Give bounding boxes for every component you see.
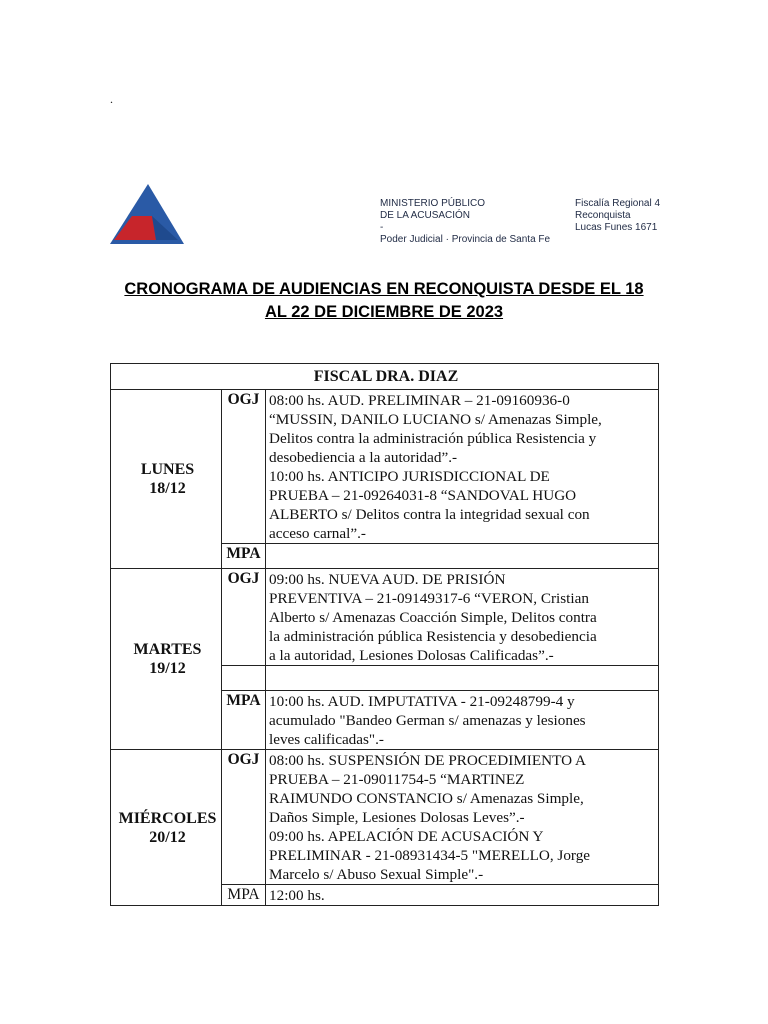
hearing-line: PRELIMINAR - 21-08931434-5 "MERELLO, Jorge — [269, 847, 591, 864]
org-cell: MPA — [222, 691, 266, 750]
hearing-details — [266, 390, 659, 544]
hearing-line: PRUEBA – 21-09264031-8 “SANDOVAL HUGO — [269, 487, 577, 504]
table-row — [111, 569, 659, 666]
hearing-details — [266, 750, 659, 885]
day-date: 20/12 — [149, 828, 186, 846]
table-row — [111, 750, 659, 885]
hearing-line: 09:00 hs. APELACIÓN DE ACUSACIÓN Y — [269, 828, 544, 845]
hearing-line: acceso carnal”.- — [269, 525, 366, 542]
org-cell: OGJ — [222, 750, 266, 885]
day-name: MIÉRCOLES — [118, 809, 217, 827]
office-line-3: Lucas Funes 1671 — [575, 222, 658, 233]
day-cell — [111, 390, 222, 569]
hearing-line: a la autoridad, Lesiones Dolosas Calificadas”.- — [269, 647, 554, 664]
office-line-2: Reconquista — [575, 210, 631, 221]
hearing-line: la administración pública Resistencia y desobediencia — [269, 628, 597, 645]
org-name — [380, 198, 485, 234]
hearing-details — [266, 544, 659, 569]
day-name: MARTES — [133, 641, 202, 658]
table-row — [111, 390, 659, 544]
day-cell — [111, 569, 222, 750]
org-line-1: MINISTERIO PÚBLICO — [380, 198, 486, 209]
day-cell — [111, 750, 222, 906]
hearing-line: acumulado "Bandeo German s/ amenazas y lesiones — [269, 712, 586, 729]
hearing-line: ALBERTO s/ Delitos contra la integridad sexual con — [269, 506, 590, 523]
office-info — [575, 198, 660, 234]
hearing-details — [266, 691, 659, 750]
hearing-line: PRUEBA – 21-09011754-5 “MARTINEZ — [269, 771, 525, 788]
mpa-logo-icon — [108, 182, 186, 246]
title-line-2: AL 22 DE DICIEMBRE DE 2023 — [264, 303, 504, 321]
hearing-line: “MUSSIN, DANILO LUCIANO s/ Amenazas Simple, — [269, 411, 602, 428]
hearing-line: 08:00 hs. AUD. PRELIMINAR – 21-09160936-0 — [269, 392, 570, 409]
org-subtitle: Poder Judicial · Provincia de Santa Fe — [380, 234, 551, 245]
hearing-line: Alberto s/ Amenazas Coacción Simple, Delitos contra — [269, 609, 597, 626]
top-mark: . — [110, 92, 113, 106]
hearing-line: leves calificadas".- — [269, 731, 384, 748]
org-cell: OGJ — [222, 390, 266, 544]
day-name: LUNES — [140, 461, 195, 478]
org-dash: - — [380, 222, 384, 233]
org-cell: OGJ — [222, 569, 266, 666]
prosecutor-heading: FISCAL DRA. DIAZ — [111, 364, 659, 390]
hearing-line: desobediencia a la autoridad”.- — [269, 449, 458, 466]
hearing-details — [266, 569, 659, 666]
office-line-1: Fiscalía Regional 4 — [575, 198, 661, 209]
org-cell: MPA — [222, 544, 266, 569]
hearing-line: 09:00 hs. NUEVA AUD. DE PRISIÓN — [269, 571, 506, 588]
hearing-line: 08:00 hs. SUSPENSIÓN DE PROCEDIMIENTO A — [269, 752, 587, 769]
hearing-details — [266, 666, 659, 691]
hearing-line: 10:00 hs. ANTICIPO JURISDICCIONAL DE — [269, 468, 550, 485]
org-line-2: DE LA ACUSACIÓN — [380, 210, 471, 221]
org-cell — [222, 666, 266, 691]
hearing-line: 12:00 hs. — [269, 887, 325, 904]
document-title — [100, 278, 668, 324]
org-cell: MPA — [222, 885, 266, 906]
day-date: 19/12 — [149, 660, 186, 677]
hearing-line: RAIMUNDO CONSTANCIO s/ Amenazas Simple, — [269, 790, 584, 807]
hearing-details — [266, 885, 659, 906]
schedule-table — [110, 363, 659, 906]
hearing-line: Marcelo s/ Abuso Sexual Simple".- — [269, 866, 484, 883]
table-header-row — [111, 364, 659, 390]
hearing-line: 10:00 hs. AUD. IMPUTATIVA - 21-09248799-4 y — [269, 693, 575, 710]
title-line-1: CRONOGRAMA DE AUDIENCIAS EN RECONQUISTA DESDE EL 18 — [124, 280, 644, 298]
day-date: 18/12 — [149, 480, 186, 497]
hearing-line: Delitos contra la administración pública Resistencia y — [269, 430, 597, 447]
hearing-line: Daños Simple, Lesiones Dolosas Leves”.- — [269, 809, 525, 826]
hearing-line: PREVENTIVA – 21-09149317-6 “VERON, Cristian — [269, 590, 589, 607]
